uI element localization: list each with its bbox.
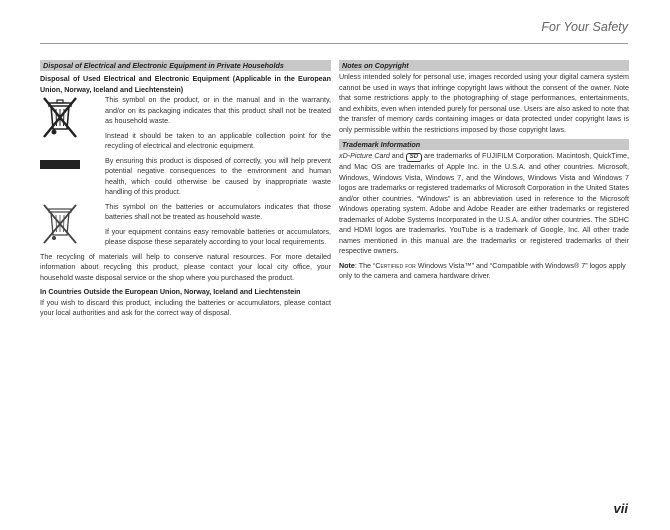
sd-logo-label: SD [409,154,419,160]
weee-row [40,95,331,152]
note-pre: : The “ [354,261,376,270]
battery-paragraph-2: If your equipment contains easy removable batteries or accumulators, please dispose these separately according to your local requirements. [105,227,331,246]
note-post: Windows Vista™” and “Compatible with Windows® 7” logos apply only to the camera and camera hardware driver. [339,261,626,280]
weee-paragraph-3: By ensuring this product is disposed of correctly, you will help prevent potential negative consequences to the environment and human health, which could otherwise be caused by inappropriate waste handling of this product. [105,156,331,196]
battery-row [40,202,331,248]
weee-subheading: Disposal of Used Electrical and Electronic Equipment (Applicable in the European Union, Norway, Iceland and Liechtenstein) [40,75,331,94]
xd-picture-card-mark: xD-Picture Card [339,152,390,160]
trademark-body: are trademarks of FUJIFILM Corporation. Macintosh, QuickTime, and Mac OS are trademarks of Apple Inc. in the U.S.A. and other countries. Microsoft, Windows, Windows Vista, Windows 7, and the Windows, Windows Vista and Windows 7 logos are trademarks or registered trademarks of Microsoft Corporation in the United States and/or other countries. “Windows” is an abbreviation used in reference to the Microsoft Windows operating system. Adobe and Adobe Reader are either trademarks or registered trademarks of Adobe Systems Incorporated in the U.S.A. and/or other countries. The SDHC and HDMI logos are trademarks. YouTube is a trademark of Google, Inc. All other trade names mentioned in this manual are the trademarks or registered trademarks of their respective owners. [339,152,629,255]
weee-paragraph-2: Instead it should be taken to an applicable collection point for the recycling of electrical and electronic equipment. [105,131,331,150]
sd-logo-icon [406,153,422,162]
section-heading-trademark: Trademark Information [339,139,629,150]
note-label: Note [339,261,355,270]
trademark-and: and [389,152,406,160]
battery-paragraph-1: This symbol on the batteries or accumulators indicates that those batteries shall not be treated as household waste. [105,202,331,221]
copyright-paragraph: Unless intended solely for personal use, images recorded using your digital camera system cannot be used in ways that infringe copyright laws without the consent of the owner. Note that some restrictions apply to the photographing of stage performances, entertainments, and exhibits, even when intended purely for personal use. Users are also asked to note that the transfer of memory cards containing images or data protected under copyright laws is only permissible within the restrictions imposed by those copyright laws. [339,73,629,134]
black-bar-icon [40,156,105,198]
section-heading-copyright: Notes on Copyright [339,60,629,71]
crossed-bin-icon [40,95,105,152]
outside-eu-paragraph: If you wish to discard this product, including the batteries or accumulators, please contact your local authorities and ask for the correct way of disposal. [40,298,331,317]
trademark-paragraph [339,151,629,257]
section-heading-weee: Disposal of Electrical and Electronic Equipment in Private Households [40,60,331,71]
right-column [339,60,629,282]
page-header-title: For Your Safety [541,20,628,34]
recycling-paragraph: The recycling of materials will help to conserve natural resources. For more detailed information about recycling this product, please contact your local city office, your household waste disposal service or the shop where you purchased the product. [40,252,331,282]
note-certified: Certified for [375,261,416,270]
crossed-bin-battery-icon [40,202,105,248]
note-paragraph [339,261,629,282]
left-column [40,60,331,319]
header-rule [40,43,628,44]
outside-eu-heading: In Countries Outside the European Union, Norway, Iceland and Liechtenstein [40,288,301,296]
disposal-row [40,156,331,198]
page-number: vii [613,501,628,516]
weee-paragraph-1: This symbol on the product, or in the manual and in the warranty, and/or on its packaging indicates that this product shall not be treated as household waste. [105,96,331,125]
